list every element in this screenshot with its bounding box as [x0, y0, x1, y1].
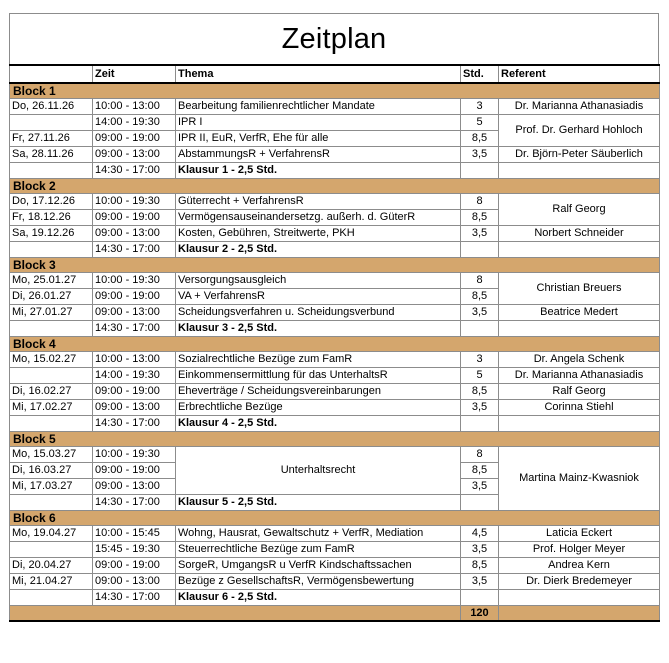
cell-datum: Mo, 15.03.27	[10, 447, 93, 463]
cell-datum	[10, 163, 93, 179]
session-row	[10, 447, 660, 463]
total-hours: 120	[461, 606, 499, 622]
cell-referent: Prof. Holger Meyer	[499, 542, 660, 558]
exam-row	[10, 321, 660, 337]
block-header-row	[10, 432, 660, 447]
cell-std: 3,5	[461, 400, 499, 416]
cell-std: 8	[461, 194, 499, 210]
cell-std: 5	[461, 115, 499, 131]
cell-referent: Ralf Georg	[499, 194, 660, 226]
cell-zeit: 10:00 - 13:00	[93, 352, 176, 368]
session-row	[10, 352, 660, 368]
cell-zeit: 10:00 - 19:30	[93, 447, 176, 463]
block-label: Block 6	[10, 511, 660, 526]
cell-thema: Wohng, Hausrat, Gewaltschutz + VerfR, Mediation	[176, 526, 461, 542]
header-datum	[10, 65, 93, 83]
cell-thema: Versorgungsausgleich	[176, 273, 461, 289]
cell-std	[461, 321, 499, 337]
cell-datum: Mi, 27.01.27	[10, 305, 93, 321]
cell-std: 3,5	[461, 226, 499, 242]
cell-datum: Fr, 18.12.26	[10, 210, 93, 226]
cell-zeit: 09:00 - 19:00	[93, 131, 176, 147]
cell-referent	[499, 242, 660, 258]
header-row	[10, 65, 660, 83]
cell-thema: Scheidungsverfahren u. Scheidungsverbund	[176, 305, 461, 321]
cell-referent: Laticia Eckert	[499, 526, 660, 542]
cell-std: 8,5	[461, 210, 499, 226]
cell-std: 3,5	[461, 542, 499, 558]
cell-thema: Sozialrechtliche Bezüge zum FamR	[176, 352, 461, 368]
session-row	[10, 115, 660, 131]
total-row	[10, 606, 660, 622]
cell-thema: Einkommensermittlung für das UnterhaltsR	[176, 368, 461, 384]
cell-std	[461, 590, 499, 606]
cell-thema: IPR II, EuR, VerfR, Ehe für alle	[176, 131, 461, 147]
cell-zeit: 14:30 - 17:00	[93, 321, 176, 337]
cell-datum: Di, 20.04.27	[10, 558, 93, 574]
cell-referent: Dr. Marianna Athanasiadis	[499, 368, 660, 384]
exam-row	[10, 242, 660, 258]
cell-std: 3	[461, 99, 499, 115]
cell-std: 4,5	[461, 526, 499, 542]
cell-datum	[10, 542, 93, 558]
cell-std: 3,5	[461, 147, 499, 163]
session-row	[10, 526, 660, 542]
cell-zeit: 10:00 - 15:45	[93, 526, 176, 542]
cell-datum	[10, 321, 93, 337]
exam-row	[10, 163, 660, 179]
cell-std: 8,5	[461, 558, 499, 574]
block-header-row	[10, 337, 660, 352]
block-label: Block 2	[10, 179, 660, 194]
cell-exam-title: Klausur 2 - 2,5 Std.	[176, 242, 461, 258]
cell-thema: AbstammungsR + VerfahrensR	[176, 147, 461, 163]
cell-datum: Mi, 17.02.27	[10, 400, 93, 416]
cell-datum	[10, 416, 93, 432]
cell-datum: Sa, 19.12.26	[10, 226, 93, 242]
cell-std	[461, 242, 499, 258]
cell-zeit: 14:00 - 19:30	[93, 368, 176, 384]
cell-zeit: 09:00 - 13:00	[93, 479, 176, 495]
cell-std: 5	[461, 368, 499, 384]
schedule-sheet	[9, 13, 659, 622]
cell-std	[461, 416, 499, 432]
session-row	[10, 368, 660, 384]
cell-thema: VA + VerfahrensR	[176, 289, 461, 305]
cell-referent: Dr. Marianna Athanasiadis	[499, 99, 660, 115]
cell-thema: Vermögensauseinandersetzg. außerh. d. GüterR	[176, 210, 461, 226]
cell-referent	[499, 163, 660, 179]
cell-zeit: 10:00 - 19:30	[93, 194, 176, 210]
cell-thema: Eheverträge / Scheidungsvereinbarungen	[176, 384, 461, 400]
block-label: Block 4	[10, 337, 660, 352]
block-header-row	[10, 179, 660, 194]
cell-datum	[10, 495, 93, 511]
cell-referent: Dr. Björn-Peter Säuberlich	[499, 147, 660, 163]
cell-thema: IPR I	[176, 115, 461, 131]
schedule-table	[9, 64, 660, 622]
cell-zeit: 14:30 - 17:00	[93, 163, 176, 179]
session-row	[10, 400, 660, 416]
cell-datum: Di, 26.01.27	[10, 289, 93, 305]
cell-datum: Mo, 25.01.27	[10, 273, 93, 289]
cell-thema: Steuerrechtliche Bezüge zum FamR	[176, 542, 461, 558]
cell-std: 8,5	[461, 384, 499, 400]
cell-datum: Di, 16.02.27	[10, 384, 93, 400]
header-referent: Referent	[499, 65, 660, 83]
cell-datum: Do, 26.11.26	[10, 99, 93, 115]
cell-std: 8,5	[461, 463, 499, 479]
cell-datum: Mi, 21.04.27	[10, 574, 93, 590]
cell-zeit: 14:30 - 17:00	[93, 416, 176, 432]
cell-datum: Mi, 17.03.27	[10, 479, 93, 495]
cell-std: 8,5	[461, 289, 499, 305]
cell-datum: Fr, 27.11.26	[10, 131, 93, 147]
cell-std	[461, 163, 499, 179]
session-row	[10, 305, 660, 321]
cell-zeit: 09:00 - 13:00	[93, 147, 176, 163]
cell-exam-title: Klausur 1 - 2,5 Std.	[176, 163, 461, 179]
cell-zeit: 09:00 - 13:00	[93, 400, 176, 416]
cell-exam-title: Klausur 6 - 2,5 Std.	[176, 590, 461, 606]
cell-referent: Martina Mainz-Kwasniok	[499, 447, 660, 511]
cell-zeit: 10:00 - 13:00	[93, 99, 176, 115]
block-header-row	[10, 83, 660, 99]
cell-exam-title: Klausur 3 - 2,5 Std.	[176, 321, 461, 337]
cell-referent: Christian Breuers	[499, 273, 660, 305]
cell-zeit: 09:00 - 13:00	[93, 305, 176, 321]
cell-exam-title: Klausur 5 - 2,5 Std.	[176, 495, 461, 511]
cell-referent	[499, 321, 660, 337]
cell-datum	[10, 368, 93, 384]
cell-std: 8	[461, 273, 499, 289]
schedule-body	[10, 65, 660, 621]
cell-datum	[10, 242, 93, 258]
total-spacer	[10, 606, 461, 622]
session-row	[10, 194, 660, 210]
block-label: Block 1	[10, 83, 660, 99]
cell-datum	[10, 590, 93, 606]
cell-referent: Norbert Schneider	[499, 226, 660, 242]
session-row	[10, 147, 660, 163]
cell-zeit: 14:00 - 19:30	[93, 115, 176, 131]
cell-thema: Erbrechtliche Bezüge	[176, 400, 461, 416]
cell-datum: Mo, 15.02.27	[10, 352, 93, 368]
exam-row	[10, 416, 660, 432]
cell-zeit: 09:00 - 19:00	[93, 384, 176, 400]
cell-datum: Do, 17.12.26	[10, 194, 93, 210]
cell-referent: Beatrice Medert	[499, 305, 660, 321]
block-header-row	[10, 511, 660, 526]
cell-zeit: 10:00 - 19:30	[93, 273, 176, 289]
session-row	[10, 558, 660, 574]
cell-zeit: 09:00 - 19:00	[93, 463, 176, 479]
page-title: Zeitplan	[9, 13, 659, 64]
cell-thema: SorgeR, UmgangsR u VerfR Kindschaftssachen	[176, 558, 461, 574]
cell-zeit: 09:00 - 19:00	[93, 210, 176, 226]
block-label: Block 5	[10, 432, 660, 447]
block-label: Block 3	[10, 258, 660, 273]
total-empty	[499, 606, 660, 622]
cell-referent: Ralf Georg	[499, 384, 660, 400]
cell-std: 3,5	[461, 305, 499, 321]
session-row	[10, 226, 660, 242]
session-row	[10, 574, 660, 590]
cell-std: 3,5	[461, 479, 499, 495]
cell-zeit: 15:45 - 19:30	[93, 542, 176, 558]
cell-zeit: 14:30 - 17:00	[93, 495, 176, 511]
session-row	[10, 542, 660, 558]
cell-zeit: 14:30 - 17:00	[93, 590, 176, 606]
cell-referent: Prof. Dr. Gerhard Hohloch	[499, 115, 660, 147]
block-header-row	[10, 258, 660, 273]
session-row	[10, 99, 660, 115]
cell-std	[461, 495, 499, 511]
cell-zeit: 09:00 - 19:00	[93, 558, 176, 574]
cell-referent: Corinna Stiehl	[499, 400, 660, 416]
cell-std: 8,5	[461, 131, 499, 147]
cell-datum: Mo, 19.04.27	[10, 526, 93, 542]
cell-std: 3,5	[461, 574, 499, 590]
cell-zeit: 14:30 - 17:00	[93, 242, 176, 258]
cell-zeit: 09:00 - 19:00	[93, 289, 176, 305]
cell-thema: Bearbeitung familienrechtlicher Mandate	[176, 99, 461, 115]
cell-datum: Di, 16.03.27	[10, 463, 93, 479]
cell-referent: Andrea Kern	[499, 558, 660, 574]
cell-exam-title: Klausur 4 - 2,5 Std.	[176, 416, 461, 432]
cell-std: 3	[461, 352, 499, 368]
cell-referent	[499, 590, 660, 606]
cell-std: 8	[461, 447, 499, 463]
session-row	[10, 273, 660, 289]
session-row	[10, 384, 660, 400]
cell-thema: Bezüge z GesellschaftsR, Vermögensbewertung	[176, 574, 461, 590]
cell-referent: Dr. Dierk Bredemeyer	[499, 574, 660, 590]
cell-zeit: 09:00 - 13:00	[93, 226, 176, 242]
cell-referent: Dr. Angela Schenk	[499, 352, 660, 368]
exam-row	[10, 590, 660, 606]
header-zeit: Zeit	[93, 65, 176, 83]
cell-zeit: 09:00 - 13:00	[93, 574, 176, 590]
header-thema: Thema	[176, 65, 461, 83]
cell-datum	[10, 115, 93, 131]
cell-datum: Sa, 28.11.26	[10, 147, 93, 163]
header-std: Std.	[461, 65, 499, 83]
cell-thema: Unterhaltsrecht	[176, 447, 461, 495]
cell-thema: Kosten, Gebühren, Streitwerte, PKH	[176, 226, 461, 242]
cell-referent	[499, 416, 660, 432]
cell-thema: Güterrecht + VerfahrensR	[176, 194, 461, 210]
